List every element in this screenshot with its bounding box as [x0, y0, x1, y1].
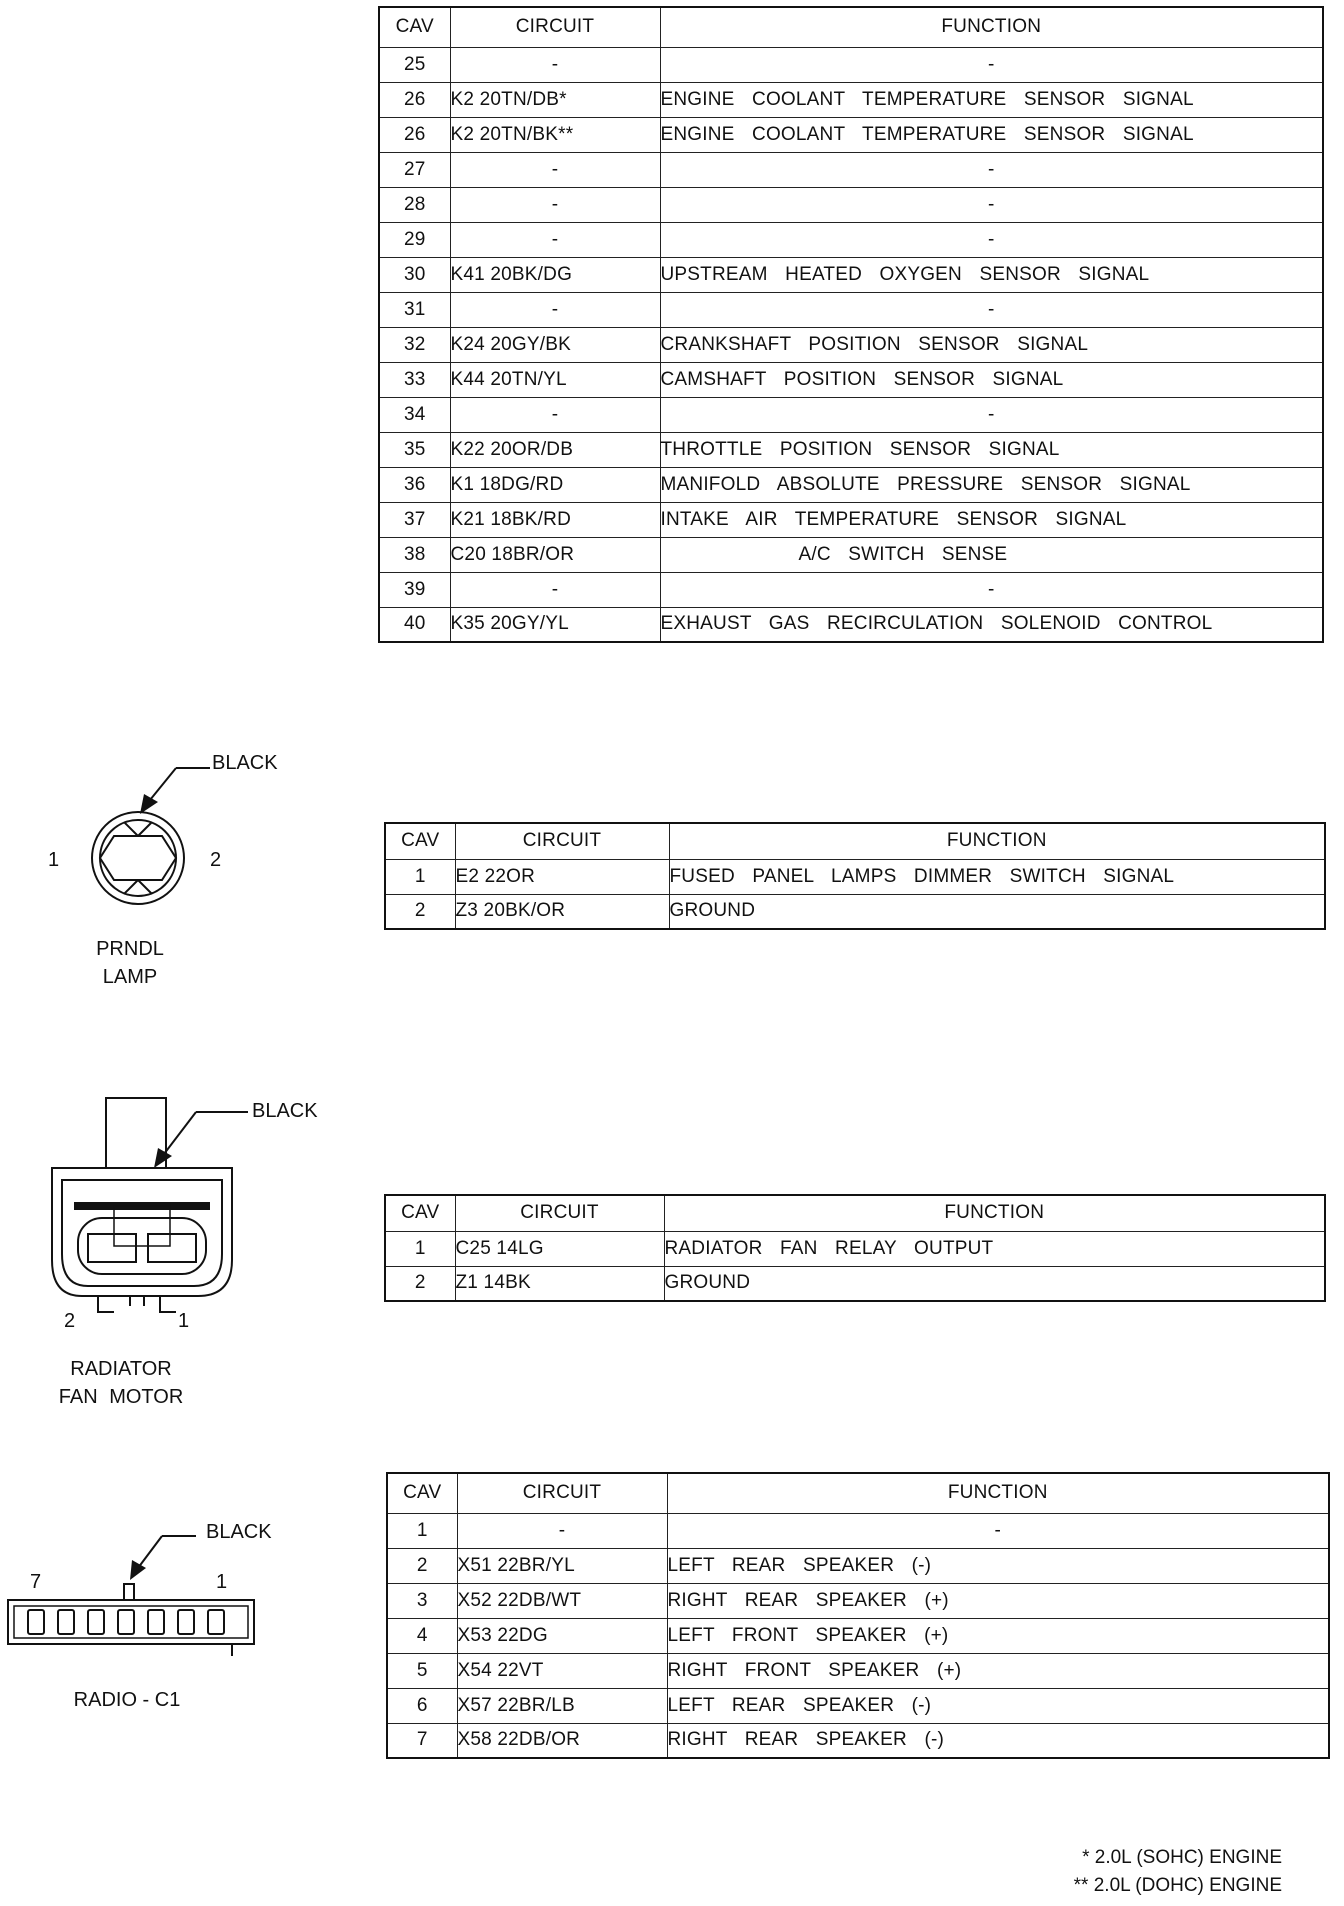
circuit-cell: -: [450, 292, 660, 327]
function-cell: RIGHT REAR SPEAKER (+): [667, 1583, 1329, 1618]
cav-header: CAV: [385, 823, 455, 859]
function-header: FUNCTION: [664, 1195, 1325, 1231]
cav-cell: 39: [379, 572, 450, 607]
function-cell: -: [660, 572, 1323, 607]
function-cell: EXHAUST GAS RECIRCULATION SOLENOID CONTROL: [660, 607, 1323, 642]
circuit-header: CIRCUIT: [455, 823, 669, 859]
cav-cell: 30: [379, 257, 450, 292]
circuit-cell: K21 18BK/RD: [450, 502, 660, 537]
circuit-cell: -: [450, 187, 660, 222]
radiator-fan-connector-icon: [18, 1090, 288, 1330]
table-row: [379, 47, 1323, 82]
radiator-fan-pin-left: 2: [64, 1310, 76, 1332]
cav-cell: 5: [387, 1653, 457, 1688]
circuit-cell: X52 22DB/WT: [457, 1583, 667, 1618]
table-row: [379, 187, 1323, 222]
cav-cell: 1: [385, 859, 455, 894]
footnote-dohc: ** 2.0L (DOHC) ENGINE: [1073, 1875, 1282, 1896]
cav-cell: 34: [379, 397, 450, 432]
circuit-cell: X58 22DB/OR: [457, 1723, 667, 1758]
table-row: [387, 1548, 1329, 1583]
table-row: [379, 117, 1323, 152]
prndl-connector-icon: [40, 740, 260, 900]
circuit-cell: K35 20GY/YL: [450, 607, 660, 642]
circuit-cell: K1 18DG/RD: [450, 467, 660, 502]
function-cell: -: [667, 1513, 1329, 1548]
cav-cell: 35: [379, 432, 450, 467]
function-cell: FUSED PANEL LAMPS DIMMER SWITCH SIGNAL: [669, 859, 1325, 894]
table-header-row: [379, 7, 1323, 47]
prndl-connector-name: [86, 935, 174, 991]
circuit-cell: -: [450, 222, 660, 257]
radio-pin-right: 1: [216, 1571, 228, 1593]
circuit-header: CIRCUIT: [455, 1195, 664, 1231]
table-row: [387, 1513, 1329, 1548]
cav-cell: 4: [387, 1618, 457, 1653]
cav-cell: 1: [387, 1513, 457, 1548]
function-cell: -: [660, 292, 1323, 327]
table-row: [379, 572, 1323, 607]
cav-cell: 33: [379, 362, 450, 397]
cav-header: CAV: [385, 1195, 455, 1231]
function-cell: -: [660, 152, 1323, 187]
radiator-fan-color-label: BLACK: [252, 1100, 318, 1122]
table-row: [387, 1618, 1329, 1653]
function-cell: LEFT REAR SPEAKER (-): [667, 1688, 1329, 1723]
radiator-fan-name-line1: RADIATOR: [70, 1358, 172, 1380]
cav-cell: 26: [379, 117, 450, 152]
circuit-cell: K24 20GY/BK: [450, 327, 660, 362]
table-header-row: [385, 823, 1325, 859]
circuit-cell: -: [450, 152, 660, 187]
function-cell: INTAKE AIR TEMPERATURE SENSOR SIGNAL: [660, 502, 1323, 537]
cav-cell: 2: [385, 894, 455, 929]
table-row: [379, 152, 1323, 187]
circuit-cell: -: [457, 1513, 667, 1548]
cav-cell: 1: [385, 1231, 455, 1266]
circuit-cell: C25 14LG: [455, 1231, 664, 1266]
table-row: [379, 397, 1323, 432]
footnotes: [1074, 1844, 1282, 1900]
radiator-fan-name-line2: FAN MOTOR: [58, 1386, 184, 1408]
table-row: [379, 82, 1323, 117]
table-row: [379, 327, 1323, 362]
cav-cell: 36: [379, 467, 450, 502]
function-cell: A/C SWITCH SENSE: [660, 537, 1323, 572]
circuit-cell: -: [450, 572, 660, 607]
function-cell: -: [660, 47, 1323, 82]
circuit-cell: K2 20TN/BK**: [450, 117, 660, 152]
cav-cell: 38: [379, 537, 450, 572]
pcm-connector-table: [378, 6, 1324, 643]
function-cell: RADIATOR FAN RELAY OUTPUT: [664, 1231, 1325, 1266]
table-row: [379, 292, 1323, 327]
function-cell: MANIFOLD ABSOLUTE PRESSURE SENSOR SIGNAL: [660, 467, 1323, 502]
circuit-cell: C20 18BR/OR: [450, 537, 660, 572]
radio-pin-left: 7: [30, 1571, 42, 1593]
cav-cell: 37: [379, 502, 450, 537]
table-row: [379, 607, 1323, 642]
table-row: [387, 1583, 1329, 1618]
table-row: [385, 1231, 1325, 1266]
function-cell: LEFT FRONT SPEAKER (+): [667, 1618, 1329, 1653]
prndl-table: [384, 822, 1326, 930]
circuit-cell: -: [450, 47, 660, 82]
table-row: [379, 432, 1323, 467]
circuit-cell: Z1 14BK: [455, 1266, 664, 1301]
function-cell: ENGINE COOLANT TEMPERATURE SENSOR SIGNAL: [660, 117, 1323, 152]
prndl-name-line1: PRNDL: [96, 938, 164, 960]
cav-header: CAV: [387, 1473, 457, 1513]
function-cell: GROUND: [664, 1266, 1325, 1301]
function-cell: CRANKSHAFT POSITION SENSOR SIGNAL: [660, 327, 1323, 362]
table-row: [379, 502, 1323, 537]
table-row: [379, 467, 1323, 502]
table-row: [379, 222, 1323, 257]
circuit-header: CIRCUIT: [450, 7, 660, 47]
circuit-cell: K2 20TN/DB*: [450, 82, 660, 117]
circuit-cell: K41 20BK/DG: [450, 257, 660, 292]
circuit-cell: -: [450, 397, 660, 432]
cav-cell: 40: [379, 607, 450, 642]
table-header-row: [385, 1195, 1325, 1231]
function-cell: -: [660, 187, 1323, 222]
table-row: [385, 1266, 1325, 1301]
circuit-cell: E2 22OR: [455, 859, 669, 894]
cav-cell: 2: [387, 1548, 457, 1583]
prndl-pin-left: 1: [48, 849, 60, 871]
table-row: [379, 362, 1323, 397]
radio-connector-name: RADIO - C1: [73, 1689, 181, 1711]
circuit-cell: X51 22BR/YL: [457, 1548, 667, 1583]
table-row: [379, 537, 1323, 572]
cav-cell: 6: [387, 1688, 457, 1723]
table-row: [387, 1653, 1329, 1688]
table-row: [385, 894, 1325, 929]
cav-cell: 28: [379, 187, 450, 222]
circuit-cell: X54 22VT: [457, 1653, 667, 1688]
function-cell: RIGHT REAR SPEAKER (-): [667, 1723, 1329, 1758]
cav-cell: 7: [387, 1723, 457, 1758]
radio-table: [386, 1472, 1330, 1759]
footnote-sohc: * 2.0L (SOHC) ENGINE: [1082, 1847, 1282, 1868]
prndl-name-line2: LAMP: [102, 966, 158, 988]
cav-cell: 31: [379, 292, 450, 327]
cav-cell: 32: [379, 327, 450, 362]
cav-header: CAV: [379, 7, 450, 47]
cav-cell: 26: [379, 82, 450, 117]
function-cell: -: [660, 222, 1323, 257]
circuit-cell: X57 22BR/LB: [457, 1688, 667, 1723]
table-row: [385, 859, 1325, 894]
table-row: [387, 1688, 1329, 1723]
cav-cell: 27: [379, 152, 450, 187]
radio-color-label: BLACK: [206, 1521, 272, 1543]
circuit-cell: K22 20OR/DB: [450, 432, 660, 467]
circuit-cell: X53 22DG: [457, 1618, 667, 1653]
radiator-fan-connector-name: [46, 1355, 196, 1411]
cav-cell: 25: [379, 47, 450, 82]
cav-cell: 3: [387, 1583, 457, 1618]
function-cell: RIGHT FRONT SPEAKER (+): [667, 1653, 1329, 1688]
prndl-color-label: BLACK: [212, 752, 278, 774]
radiator-fan-pin-right: 1: [178, 1310, 190, 1332]
function-header: FUNCTION: [667, 1473, 1329, 1513]
table-row: [379, 257, 1323, 292]
cav-cell: 2: [385, 1266, 455, 1301]
circuit-cell: Z3 20BK/OR: [455, 894, 669, 929]
function-cell: THROTTLE POSITION SENSOR SIGNAL: [660, 432, 1323, 467]
radiator-fan-table: [384, 1194, 1326, 1302]
function-header: FUNCTION: [669, 823, 1325, 859]
function-cell: CAMSHAFT POSITION SENSOR SIGNAL: [660, 362, 1323, 397]
function-cell: LEFT REAR SPEAKER (-): [667, 1548, 1329, 1583]
function-cell: ENGINE COOLANT TEMPERATURE SENSOR SIGNAL: [660, 82, 1323, 117]
function-cell: GROUND: [669, 894, 1325, 929]
table-header-row: [387, 1473, 1329, 1513]
prndl-pin-right: 2: [210, 849, 222, 871]
function-cell: UPSTREAM HEATED OXYGEN SENSOR SIGNAL: [660, 257, 1323, 292]
circuit-header: CIRCUIT: [457, 1473, 667, 1513]
function-cell: -: [660, 397, 1323, 432]
cav-cell: 29: [379, 222, 450, 257]
function-header: FUNCTION: [660, 7, 1323, 47]
table-row: [387, 1723, 1329, 1758]
circuit-cell: K44 20TN/YL: [450, 362, 660, 397]
